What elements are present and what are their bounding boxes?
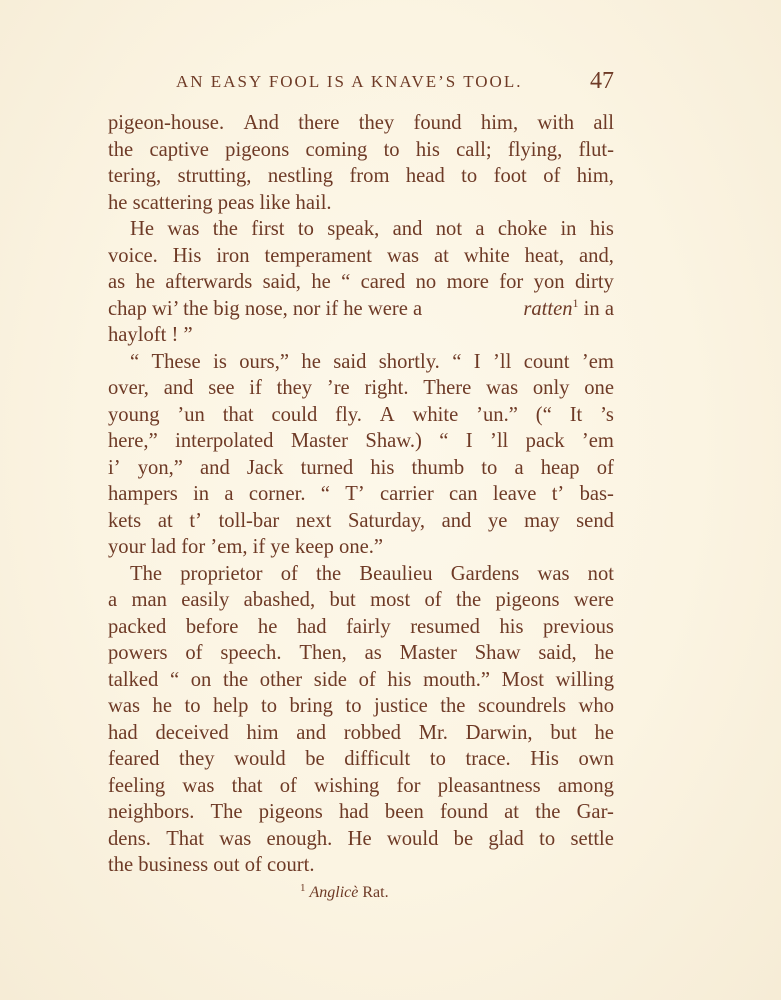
word: fly. — [335, 403, 362, 426]
word: had — [108, 721, 138, 744]
word: he — [311, 271, 331, 293]
word: ours,” — [239, 350, 289, 373]
word: of — [424, 589, 442, 611]
word: dirty — [574, 271, 614, 293]
word: “ — [169, 668, 180, 691]
word: It — [569, 403, 583, 426]
word: The — [130, 562, 163, 585]
word: scoundrels — [477, 695, 567, 717]
word: count — [523, 350, 570, 373]
word: help — [213, 695, 249, 717]
text-line — [108, 455, 614, 482]
word: had — [296, 615, 327, 638]
word: side — [313, 668, 347, 691]
word: speak, — [327, 218, 380, 240]
text-line: hayloft ! ” — [108, 324, 193, 346]
word: That — [166, 827, 204, 850]
italic-ratten: ratten — [523, 297, 573, 320]
text-line — [108, 720, 614, 747]
word: Master — [290, 430, 349, 452]
word: would — [386, 827, 439, 850]
word: were — [573, 589, 614, 611]
word: Shaw — [474, 642, 521, 664]
word: The — [210, 801, 243, 823]
word: speech. — [220, 642, 282, 664]
text-line — [108, 481, 614, 508]
word: nestling — [267, 165, 334, 187]
word: of — [358, 668, 376, 691]
footnote — [300, 884, 389, 902]
word: him — [246, 721, 279, 744]
word: ’un.” — [476, 403, 518, 426]
text-line: he scattering peas like hail. — [108, 191, 332, 214]
word: heat, — [524, 244, 565, 267]
word: first — [251, 218, 285, 240]
word: ’s — [600, 403, 614, 426]
word: his — [415, 138, 440, 161]
text-line — [108, 402, 614, 429]
word: ’em — [581, 350, 614, 373]
text-line — [108, 826, 614, 853]
running-head — [108, 68, 614, 100]
word: Mr. — [418, 721, 448, 744]
word: a — [224, 483, 234, 505]
word: tering, — [108, 165, 162, 187]
word: to — [539, 827, 556, 850]
word: to — [383, 138, 400, 161]
word: feeling — [108, 774, 166, 797]
word: carrier — [380, 483, 434, 505]
word: and, — [579, 244, 614, 267]
word: he — [594, 642, 614, 664]
word: his — [370, 456, 395, 479]
word: they — [276, 377, 313, 399]
text-line — [108, 163, 614, 190]
word: not — [587, 562, 614, 585]
word: And — [243, 112, 279, 134]
word: pigeons — [258, 801, 323, 823]
word: deceived — [155, 721, 229, 744]
word: on — [190, 668, 212, 691]
word: ’re — [326, 377, 350, 399]
word: call; — [456, 138, 492, 161]
word: he — [135, 271, 155, 293]
word: bas- — [579, 483, 614, 505]
word: interpolated — [175, 430, 274, 452]
word: own — [578, 748, 614, 770]
word: pigeons — [225, 138, 290, 161]
word: fairly — [346, 615, 391, 638]
word: would — [234, 748, 286, 770]
word: him, — [480, 112, 519, 134]
word: pack — [525, 430, 565, 452]
word: of — [543, 165, 561, 187]
word: enough. — [266, 827, 333, 850]
word: him, — [576, 165, 614, 187]
word: found — [439, 801, 488, 823]
text-line — [108, 799, 614, 826]
text-line: your lad for ’em, if ye keep one.” — [108, 536, 384, 558]
word: may — [524, 509, 560, 532]
text-line — [108, 640, 614, 667]
word: he — [257, 615, 278, 638]
word: that — [222, 403, 254, 426]
word: Darwin, — [465, 721, 533, 744]
text-line — [108, 243, 614, 270]
word: in — [560, 218, 577, 240]
word: to — [260, 695, 277, 717]
word: captive — [149, 138, 209, 161]
text-line — [108, 587, 614, 614]
word: over, — [108, 377, 149, 399]
word: resumed — [410, 615, 480, 638]
word: shortly. — [378, 350, 440, 373]
word: as — [108, 271, 126, 293]
word: A — [379, 403, 395, 426]
word: mouth.” — [423, 668, 490, 691]
word: the — [440, 695, 466, 717]
word: ’un — [177, 403, 205, 426]
paragraph-4 — [108, 561, 614, 879]
word: a — [475, 218, 485, 240]
word: Master — [399, 642, 457, 664]
word: easily — [181, 589, 230, 611]
text-line: the business out of court. — [108, 854, 315, 876]
word: send — [576, 509, 614, 532]
paragraph-2 — [108, 216, 614, 349]
footnote-text: Rat. — [358, 884, 389, 901]
word: his — [589, 218, 614, 240]
text-line — [108, 349, 614, 376]
word: and — [163, 377, 194, 399]
word: pigeons — [495, 589, 560, 611]
word: man — [131, 589, 167, 611]
word: leave — [492, 483, 537, 505]
text-line — [108, 508, 614, 535]
word: a — [514, 456, 524, 479]
word: for — [396, 774, 421, 797]
word: i’ — [108, 456, 121, 479]
word: said — [333, 350, 367, 373]
word: robbed — [343, 721, 401, 744]
word: “ — [452, 350, 462, 373]
word: His — [530, 748, 559, 770]
word: foot — [493, 165, 527, 187]
word: to — [429, 748, 446, 770]
word: of — [185, 642, 203, 664]
word: (“ — [535, 403, 552, 426]
word: willing — [555, 668, 614, 691]
word: as — [364, 642, 382, 664]
word: toll-bar — [218, 509, 280, 532]
word: to — [345, 695, 362, 717]
word: for — [499, 271, 524, 293]
word: to — [184, 695, 201, 717]
text-line — [108, 110, 614, 137]
word: ’ll — [489, 430, 509, 452]
word: a — [108, 589, 118, 611]
word: ’ll — [493, 350, 512, 373]
text-line — [108, 746, 614, 773]
word: he — [301, 350, 321, 373]
word: bring — [289, 695, 333, 717]
word: difficult — [344, 748, 411, 770]
word: was — [537, 562, 570, 585]
word: to — [481, 456, 498, 479]
word: I — [473, 350, 481, 373]
word: Saturday, — [347, 509, 425, 532]
word: Jack — [246, 456, 284, 479]
word: all — [593, 112, 614, 134]
word: voice. — [108, 244, 158, 267]
text-line — [108, 667, 614, 694]
word: His — [172, 244, 202, 267]
word: “ — [320, 483, 330, 505]
word: “ — [439, 430, 449, 452]
word: right. — [364, 377, 409, 399]
word: be — [305, 748, 325, 770]
text-line — [108, 269, 614, 296]
word: they — [179, 748, 215, 770]
word: was — [167, 218, 200, 240]
word: flying, — [507, 138, 563, 161]
word: neighbors. — [108, 801, 195, 823]
word: of — [279, 774, 297, 797]
word: be — [453, 827, 474, 850]
word: but — [550, 721, 577, 744]
word: one — [584, 377, 614, 399]
word: “ — [341, 271, 351, 293]
word: was — [219, 827, 252, 850]
word: here,” — [108, 430, 158, 452]
word: the — [212, 218, 238, 240]
word: before — [185, 615, 239, 638]
word: with — [537, 112, 575, 134]
word: previous — [543, 615, 614, 638]
italic-word — [523, 296, 614, 323]
word: thumb — [411, 456, 465, 479]
word: justice — [374, 695, 428, 717]
word: cared — [360, 271, 406, 293]
word: said, — [538, 642, 577, 664]
word: at — [504, 801, 520, 823]
text-line — [108, 375, 614, 402]
word: he — [152, 695, 172, 717]
word: young — [108, 403, 160, 426]
word: can — [449, 483, 478, 505]
word: T’ — [345, 483, 365, 505]
word: hampers — [108, 483, 178, 505]
text-line — [108, 137, 614, 164]
word: kets — [108, 509, 142, 532]
word: in — [193, 483, 210, 505]
word: choke — [497, 218, 548, 240]
word: next — [295, 509, 332, 532]
word: Shaw.) — [365, 430, 422, 452]
word: head — [405, 165, 445, 187]
word: These — [151, 350, 201, 373]
word: among — [557, 774, 614, 797]
text-line — [108, 561, 614, 588]
word: glad — [488, 827, 524, 850]
word: was — [182, 774, 215, 797]
word: proprietor — [180, 562, 263, 585]
word: who — [578, 695, 614, 717]
text-line — [108, 773, 614, 800]
word: wishing — [314, 774, 380, 797]
word: was — [486, 377, 519, 399]
running-title: AN EASY FOOL IS A KNAVE’S TOOL. — [176, 72, 523, 91]
word: Then, — [299, 642, 347, 664]
word: There — [423, 377, 472, 399]
word: flut- — [578, 138, 614, 161]
word: found — [413, 112, 462, 134]
word: said, — [262, 271, 301, 293]
word: powers — [108, 642, 168, 664]
word: could — [271, 403, 318, 426]
footnote-italic: Anglicè — [309, 884, 359, 901]
word: packed — [108, 615, 167, 638]
word: was — [108, 695, 141, 717]
word: to — [461, 165, 478, 187]
word: not — [435, 218, 463, 240]
word: his — [499, 615, 524, 638]
word: yon,” — [137, 456, 183, 479]
word: yon — [533, 271, 565, 293]
word: had — [339, 801, 369, 823]
word: heap — [540, 456, 580, 479]
word: only — [532, 377, 570, 399]
word: but — [329, 589, 356, 611]
word: and — [441, 509, 472, 532]
word: I — [465, 430, 473, 452]
word: He — [347, 827, 372, 850]
word: Gardens — [450, 562, 520, 585]
word: Gar- — [576, 801, 614, 823]
word: there — [298, 112, 340, 134]
word: no — [415, 271, 437, 293]
word: the — [222, 668, 249, 691]
word: dens. — [108, 827, 151, 850]
word: they — [358, 112, 395, 134]
word: settle — [570, 827, 614, 850]
paragraph-1 — [108, 110, 614, 216]
word: t’ — [551, 483, 565, 505]
word: and — [296, 721, 326, 744]
word: corner. — [248, 483, 306, 505]
word: He — [130, 218, 155, 240]
word: the — [535, 801, 561, 823]
word: ’em — [581, 430, 614, 452]
word: white — [412, 403, 459, 426]
word: coming — [305, 138, 368, 161]
word: iron — [216, 244, 250, 267]
word: strutting, — [177, 165, 252, 187]
word: see — [208, 377, 235, 399]
text-line — [108, 428, 614, 455]
word: trace. — [465, 748, 511, 770]
word: feared — [108, 748, 160, 770]
text-line — [108, 614, 614, 641]
word: turned — [300, 456, 354, 479]
word: temperament — [264, 244, 372, 267]
word: is — [213, 350, 227, 373]
word: pleasantness — [437, 774, 541, 797]
word: of — [596, 456, 614, 479]
word: talked — [108, 668, 159, 691]
word: afterwards — [165, 271, 253, 293]
word: the — [108, 138, 134, 161]
word: the — [316, 562, 342, 585]
word: t’ — [189, 509, 202, 532]
word: most — [370, 589, 411, 611]
word: at — [157, 509, 173, 532]
word: been — [384, 801, 424, 823]
word: if — [249, 377, 262, 399]
word: Most — [501, 668, 544, 691]
word: from — [349, 165, 390, 187]
word: of — [280, 562, 298, 585]
footnote-marker: 1 — [572, 295, 579, 310]
text-segment: in a — [578, 297, 614, 320]
word: at — [434, 244, 449, 267]
word: that — [231, 774, 263, 797]
word: pigeon-house. — [108, 112, 225, 134]
text-segment: chap wi’ the big nose, nor if he were a — [108, 297, 428, 320]
word: “ — [130, 350, 140, 373]
word: to — [297, 218, 314, 240]
word: ye — [487, 509, 508, 532]
word: Beaulieu — [359, 562, 433, 585]
word: the — [455, 589, 482, 611]
text-line — [108, 216, 614, 243]
body-text — [108, 110, 614, 879]
paragraph-3 — [108, 349, 614, 561]
word: and — [200, 456, 230, 479]
word: he — [594, 721, 614, 744]
word: and — [392, 218, 423, 240]
footnote-number: 1 — [300, 882, 306, 894]
word: was — [386, 244, 420, 267]
word: abashed, — [243, 589, 316, 611]
word: his — [387, 668, 412, 691]
text-line — [108, 693, 614, 720]
text-line-with-footnote — [108, 296, 614, 323]
word: more — [446, 271, 489, 293]
word: white — [463, 244, 510, 267]
word: other — [259, 668, 303, 691]
page-number: 47 — [590, 68, 614, 94]
